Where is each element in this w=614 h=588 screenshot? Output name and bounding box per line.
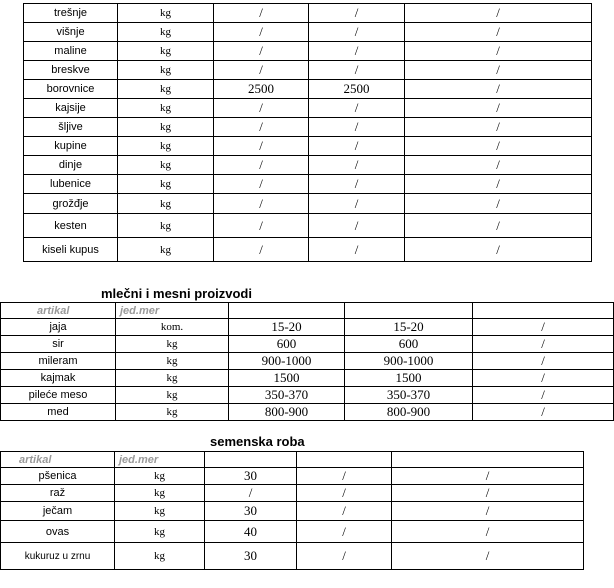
price-2: / bbox=[309, 156, 405, 175]
price-1: / bbox=[214, 194, 309, 214]
item-unit: kg bbox=[118, 118, 214, 137]
price-3: / bbox=[473, 336, 614, 353]
price-2: 2500 bbox=[309, 80, 405, 99]
price-2: / bbox=[297, 543, 392, 570]
price-1: 1500 bbox=[229, 370, 345, 387]
price-1: 800-900 bbox=[229, 404, 345, 421]
item-name: borovnice bbox=[24, 80, 118, 99]
item-name: sir bbox=[1, 336, 116, 353]
price-2: / bbox=[309, 42, 405, 61]
table-row bbox=[1, 404, 614, 421]
price-1: / bbox=[214, 137, 309, 156]
item-unit: kg bbox=[115, 468, 205, 485]
seeds-section-title: semenska roba bbox=[210, 434, 305, 449]
price-1: 2500 bbox=[214, 80, 309, 99]
item-unit: kg bbox=[118, 80, 214, 99]
table-row bbox=[24, 156, 592, 175]
column-header-artikal: artikal bbox=[1, 452, 115, 468]
price-1: / bbox=[205, 485, 297, 502]
price-2: / bbox=[309, 118, 405, 137]
header-empty bbox=[205, 452, 297, 468]
price-2: / bbox=[309, 175, 405, 194]
table-header-row bbox=[1, 303, 614, 319]
price-3: / bbox=[473, 387, 614, 404]
price-1: 900-1000 bbox=[229, 353, 345, 370]
table-row bbox=[1, 543, 584, 570]
item-unit: kg bbox=[115, 502, 205, 521]
item-unit: kg bbox=[118, 194, 214, 214]
header-empty bbox=[297, 452, 392, 468]
price-1: / bbox=[214, 61, 309, 80]
item-name: kiseli kupus bbox=[24, 238, 118, 262]
column-header-unit: jed.mer bbox=[116, 303, 229, 319]
item-name: med bbox=[1, 404, 116, 421]
price-3: / bbox=[405, 137, 592, 156]
price-1: 30 bbox=[205, 468, 297, 485]
price-3: / bbox=[405, 238, 592, 262]
price-3: / bbox=[392, 485, 584, 502]
seeds-price-table bbox=[0, 451, 584, 570]
item-name: ovas bbox=[1, 521, 115, 543]
price-2: / bbox=[309, 194, 405, 214]
item-name: kukuruz u zrnu bbox=[1, 543, 115, 570]
dairy-section-title: mlečni i mesni proizvodi bbox=[101, 286, 252, 301]
item-unit: kg bbox=[118, 214, 214, 238]
price-2: / bbox=[309, 214, 405, 238]
price-3: / bbox=[405, 194, 592, 214]
table-row bbox=[1, 502, 584, 521]
price-2: / bbox=[297, 502, 392, 521]
table-row bbox=[24, 4, 592, 23]
table-row bbox=[24, 118, 592, 137]
price-2: / bbox=[309, 238, 405, 262]
price-2: / bbox=[309, 4, 405, 23]
item-unit: kg bbox=[115, 521, 205, 543]
item-unit: kg bbox=[118, 238, 214, 262]
price-3: / bbox=[473, 319, 614, 336]
item-name: kupine bbox=[24, 137, 118, 156]
price-3: / bbox=[473, 353, 614, 370]
table-row bbox=[1, 468, 584, 485]
price-3: / bbox=[405, 4, 592, 23]
price-1: 600 bbox=[229, 336, 345, 353]
item-unit: kg bbox=[115, 543, 205, 570]
price-3: / bbox=[405, 42, 592, 61]
item-name: mileram bbox=[1, 353, 116, 370]
column-header-artikal: artikal bbox=[1, 303, 116, 319]
item-unit: kg bbox=[116, 336, 229, 353]
price-2: / bbox=[309, 99, 405, 118]
item-name: jaja bbox=[1, 319, 116, 336]
table-row bbox=[1, 521, 584, 543]
table-row bbox=[1, 353, 614, 370]
table-row bbox=[1, 336, 614, 353]
price-2: / bbox=[309, 137, 405, 156]
item-unit: kg bbox=[118, 42, 214, 61]
price-2: 15-20 bbox=[345, 319, 473, 336]
item-name: trešnje bbox=[24, 4, 118, 23]
item-unit: kg bbox=[118, 137, 214, 156]
table-row bbox=[24, 175, 592, 194]
table-row bbox=[24, 42, 592, 61]
price-3: / bbox=[405, 175, 592, 194]
item-unit: kg bbox=[118, 4, 214, 23]
item-name: kajmak bbox=[1, 370, 116, 387]
item-unit: kg bbox=[116, 404, 229, 421]
price-1: 30 bbox=[205, 543, 297, 570]
price-2: 800-900 bbox=[345, 404, 473, 421]
price-1: 15-20 bbox=[229, 319, 345, 336]
price-1: 30 bbox=[205, 502, 297, 521]
price-1: / bbox=[214, 214, 309, 238]
item-unit: kg bbox=[118, 61, 214, 80]
item-unit: kg bbox=[118, 175, 214, 194]
price-1: / bbox=[214, 238, 309, 262]
table-row bbox=[24, 80, 592, 99]
price-3: / bbox=[405, 80, 592, 99]
table-row bbox=[1, 370, 614, 387]
item-unit: kg bbox=[118, 23, 214, 42]
header-empty bbox=[392, 452, 584, 468]
table-row bbox=[24, 238, 592, 262]
price-1: / bbox=[214, 42, 309, 61]
price-1: 40 bbox=[205, 521, 297, 543]
item-unit: kg bbox=[118, 156, 214, 175]
header-empty bbox=[345, 303, 473, 319]
item-unit: kom. bbox=[116, 319, 229, 336]
item-name: lubenice bbox=[24, 175, 118, 194]
item-unit: kg bbox=[116, 387, 229, 404]
price-3: / bbox=[405, 61, 592, 80]
item-name: ječam bbox=[1, 502, 115, 521]
price-1: / bbox=[214, 118, 309, 137]
item-unit: kg bbox=[115, 485, 205, 502]
header-empty bbox=[229, 303, 345, 319]
table-row bbox=[24, 99, 592, 118]
price-3: / bbox=[405, 214, 592, 238]
price-1: / bbox=[214, 4, 309, 23]
price-2: 600 bbox=[345, 336, 473, 353]
price-2: / bbox=[297, 468, 392, 485]
table-row bbox=[24, 137, 592, 156]
price-3: / bbox=[405, 23, 592, 42]
fruit-price-table bbox=[23, 3, 592, 262]
item-unit: kg bbox=[116, 370, 229, 387]
header-empty bbox=[473, 303, 614, 319]
price-1: 350-370 bbox=[229, 387, 345, 404]
price-1: / bbox=[214, 156, 309, 175]
price-2: 900-1000 bbox=[345, 353, 473, 370]
price-3: / bbox=[392, 521, 584, 543]
item-name: pileće meso bbox=[1, 387, 116, 404]
column-header-unit: jed.mer bbox=[115, 452, 205, 468]
price-3: / bbox=[405, 99, 592, 118]
item-name: šljive bbox=[24, 118, 118, 137]
price-3: / bbox=[392, 543, 584, 570]
price-3: / bbox=[392, 468, 584, 485]
price-2: / bbox=[309, 61, 405, 80]
table-row bbox=[1, 485, 584, 502]
table-header-row bbox=[1, 452, 584, 468]
price-2: / bbox=[297, 485, 392, 502]
price-1: / bbox=[214, 99, 309, 118]
price-3: / bbox=[392, 502, 584, 521]
table-row bbox=[24, 214, 592, 238]
price-1: / bbox=[214, 23, 309, 42]
price-3: / bbox=[473, 370, 614, 387]
item-name: grožđje bbox=[24, 194, 118, 214]
price-2: 350-370 bbox=[345, 387, 473, 404]
table-row bbox=[24, 23, 592, 42]
item-name: pšenica bbox=[1, 468, 115, 485]
item-name: raž bbox=[1, 485, 115, 502]
table-row bbox=[1, 387, 614, 404]
item-name: kesten bbox=[24, 214, 118, 238]
item-unit: kg bbox=[116, 353, 229, 370]
price-1: / bbox=[214, 175, 309, 194]
table-row bbox=[24, 194, 592, 214]
price-3: / bbox=[405, 118, 592, 137]
item-name: breskve bbox=[24, 61, 118, 80]
item-name: maline bbox=[24, 42, 118, 61]
item-unit: kg bbox=[118, 99, 214, 118]
item-name: dinje bbox=[24, 156, 118, 175]
dairy-price-table bbox=[0, 302, 614, 421]
price-2: 1500 bbox=[345, 370, 473, 387]
price-3: / bbox=[473, 404, 614, 421]
item-name: kajsije bbox=[24, 99, 118, 118]
price-2: / bbox=[297, 521, 392, 543]
item-name: višnje bbox=[24, 23, 118, 42]
table-row bbox=[24, 61, 592, 80]
price-3: / bbox=[405, 156, 592, 175]
table-row bbox=[1, 319, 614, 336]
price-2: / bbox=[309, 23, 405, 42]
